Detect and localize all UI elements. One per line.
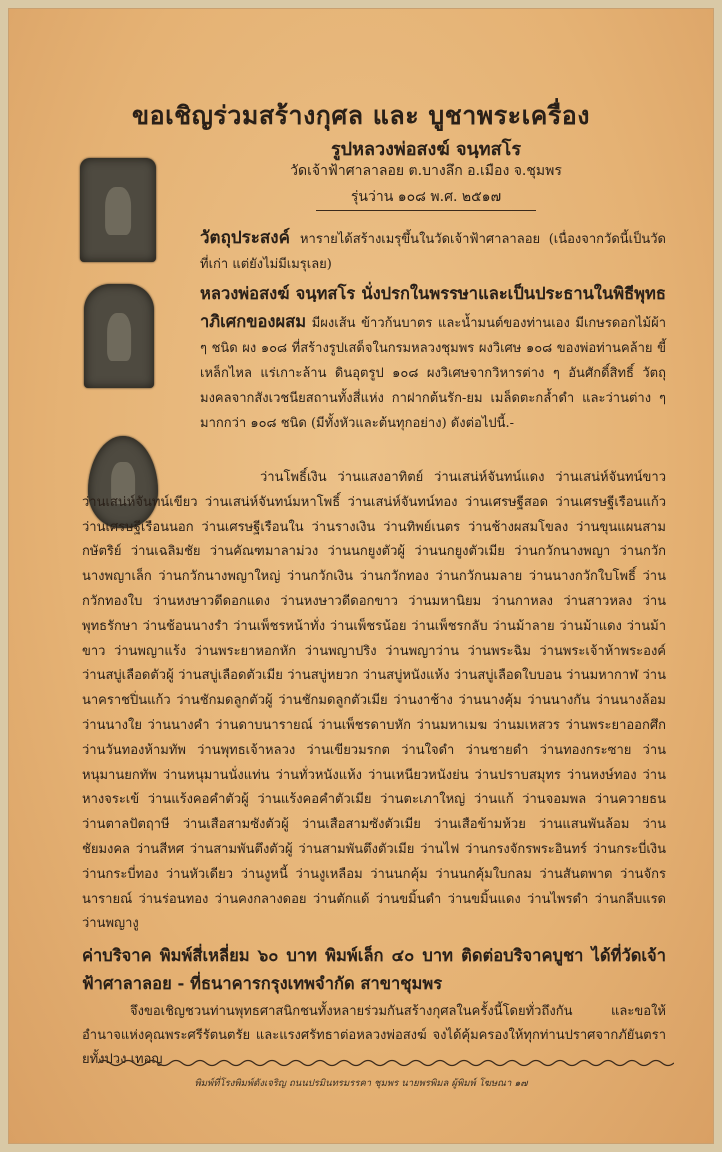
objective-section <box>200 226 666 277</box>
poster-title: ขอเชิญร่วมสร้างกุศล และ บูชาพระเครื่อง <box>131 101 591 130</box>
monk-name-heading: รูปหลวงพ่อสงฆ์ จนฺทสโร <box>330 139 521 160</box>
temple-address: วัดเจ้าฟ้าศาลาลอย ต.บางลึก อ.เมือง จ.ชุมพร <box>290 163 562 179</box>
batch-info <box>168 186 684 211</box>
decorative-wave-divider <box>98 1058 674 1068</box>
objective-text: หารายได้สร้างเมรุขึ้นในวัดเจ้าฟ้าศาลาลอย (เนื่องจากวัดนี้เป็นวัดที่เก่า แต่ยังไม่มีเมรุเลย) <box>200 232 666 272</box>
poster-sheet <box>8 8 714 1144</box>
invitation-text: จึงขอเชิญชวนท่านพุทธศาสนิกชนทั้งหลายร่วมกันสร้างกุศลในครั้งนี้โดยทั่วถึงกัน และขอให้อำนาจแห่งคุณพระศรีรัตนตรัย และแรงศรัทธาต่อหลวงพ่อสงฆ์ จงได้คุ้มครองให้ทุกท่านปราศจากภัยันตรายทั้งปวง เทอญ <box>82 1004 666 1067</box>
batch-underline <box>316 210 536 211</box>
herb-list: ว่านโพธิ์เงิน ว่านแสงอาทิตย์ ว่านเสน่ห์จันทน์แดง ว่านเสน่ห์จันทน์ขาว ว่านเสน่ห์จันทน์เขียว ว่านเสน่ห์จันทน์มหาโพธิ์ ว่านเสน่ห์จันทน์ทอง ว่านเศรษฐีสอด ว่านเศรษฐีเรือนแก้ว ว่านเศรษฐีเรือนนอก ว่านเศรษฐีเรือนใน ว่านรางเงิน ว่านทิพย์เนตร ว่านช้างผสมโขลง ว่านขุนแผนสามกษัตริย์ ว่านเฉลิมชัย ว่านคัณฑมาลาม่วง ว่านนกยูงตัวผู้ ว่านนกยูงตัวเมีย ว่านกวักนางพญา ว่านกวักนางพญาเล็ก ว่านกวักนางพญาใหญ่ ว่านกวักเงิน ว่านกวักทอง ว่านกวักนมลาย ว่านนางกวักใบโพธิ์ ว่านกวักทองใบ ว่านหงษาวดีดอกแดง ว่านหงษาวดีดอกขาว ว่านมหานิยม ว่านกาหลง ว่านสาวหลง ว่านพุทธรักษา ว่านช้อนนางรำ ว่านเพ็ชรหน้าทั่ง ว่านเพ็ชรน้อย ว่านเพ็ชรกลับ ว่านม้าลาย ว่านม้าแดง ว่านม้าขาว ว่านพญาแร้ง ว่านพระยาหอกหัก ว่านพญาปริง ว่านพญาว่าน ว่านพระฉิม ว่านพระเจ้าห้าพระองค์ ว่านสบู่เลือดตัวผู้ ว่านสบู่เลือดตัวเมีย ว่านสบู่หยวก ว่านสบู่หนังแห้ง ว่านสบู่เลือดใบบอน ว่านมหากาฬ ว่านนาคราชปิ่นแก้ว ว่านชักมดลูกตัวผู้ ว่านชักมดลูกตัวเมีย ว่านงาช้าง ว่านนางคุ้ม ว่านนางกัน ว่านนางล้อม ว่านนางใย ว่านนางคำ ว่านดาบนารายณ์ ว่านเพ็ชรดาบหัก ว่านมหาเมฆ ว่านมเหสวร ว่านพระยาออกศึก ว่านวันทองห้ามทัพ ว่านพุทธเจ้าหลวง ว่านเขียวมรกต ว่านใจดำ ว่านชายดำ ว่านทองกระซาย ว่านหนุมานยกทัพ ว่านหนุมานนั่งแท่น ว่านทั่วหนังแห้ง ว่านเหนียวหนังย่น ว่านปราบสมุทร ว่านหงษ์ทอง ว่านหางจระเข้ ว่านแร้งคอคำตัวผู้ ว่านแร้งคอคำตัวเมีย ว่านตะเภาใหญ่ ว่านแก้ ว่านจอมพล ว่านควายธน ว่านตาลปัตฤาษี ว่านเสือสามซังตัวผู้ ว่านเสือสามซังตัวเมีย ว่านเสือข้ามห้วย ว่านแสนพันล้อม ว่านชัยมงคล ว่านสีหศ ว่านสามพันตึงตัวผู้ ว่านสามพันตึงตัวเมีย ว่านไฟ ว่านกรงจักรพระอินทร์ ว่านกระบี่เงิน ว่านกระบี่ทอง ว่านหัวเดียว ว่านงูหนี้ ว่านงูเหลือม ว่านนกคุ้ม ว่านนกคุ้มใบกลม ว่านสันตพาต ว่านจักรนารายณ์ ว่านร่อนทอง ว่านคงกลางดอย ว่านตักแด้ ว่านขมิ้นดำ ว่านขมิ้นแดง ว่านไพรดำ ว่านกลีบแรด ว่านพญางู <box>82 470 666 932</box>
monk-section <box>200 280 666 436</box>
amulet-rectangular-image <box>80 158 156 262</box>
monk-ingredients: มีผงเส้น ข้าวก้นบาตร และน้ำมนต์ของท่านเอง มีเกษรดอกไม้ผ้า ๆ ชนิด ผง ๑๐๘ ที่สร้างรูปเสด็จในกรมหลวงชุมพร ผงวิเศษ ๑๐๘ ของพ่อท่านคล้าย ขี้เหล็กไหล แร่เกาะล้าน ดินอุตรูป ๑๐๘ ผงวิเศษจากวิหารต่าง ๆ อันศักดิ์สิทธิ์ วัตถุมงคลจากสังเวชนียสถานทั้งสี่แห่ง กาฝากต้นรัก-ยม เมล็ดตะกล้ำดำ และว่านต่าง ๆ มากกว่า ๑๐๘ ชนิด (มีทั้งหัวและต้นทุกอย่าง) ดังต่อไปนี้.- <box>200 316 666 431</box>
objective-label: วัตถุประสงค์ <box>200 228 290 248</box>
amulet-figure <box>105 187 131 235</box>
amulet-figure <box>107 313 131 361</box>
printer-credit: พิมพ์ที่โรงพิมพ์ดังเจริญ ถนนปรมินทรมรรคา ชุมพร นายพรพิมล ผู้พิมพ์ โฆษณา ๑๗ <box>194 1078 528 1089</box>
monk-headline: หลวงพ่อสงฆ์ จนฺทสโร นั่งปรกในพรรษาและเป็นประธานในพิธีพุทธาภิเศกของผสม <box>200 284 666 331</box>
amulet-arched-image <box>84 284 154 388</box>
batch-text: รุ่นว่าน ๑๐๘ พ.ศ. ๒๕๑๗ <box>350 189 502 205</box>
donation-info: ค่าบริจาค พิมพ์สี่เหลี่ยม ๖๐ บาท พิมพ์เล็ก ๔๐ บาท ติดต่อบริจาคบูชา ได้ที่วัดเจ้าฟ้าศาลาลอย - ที่ธนาคารกรุงเทพจำกัด สาขาชุมพร <box>82 946 666 993</box>
